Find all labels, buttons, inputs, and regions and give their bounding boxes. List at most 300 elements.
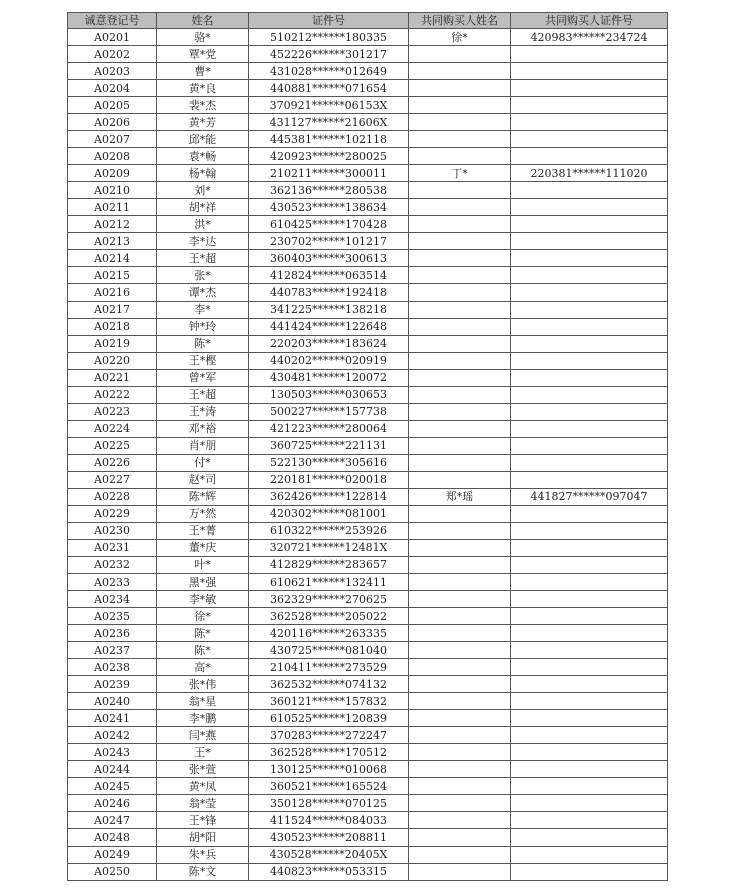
- co-buyer-id-cell: [511, 761, 668, 778]
- co-buyer-id-cell: [511, 693, 668, 710]
- name-cell: 谭*杰: [157, 284, 249, 301]
- co-buyer-id-cell: [511, 744, 668, 761]
- co-buyer-id-cell: [511, 318, 668, 335]
- registration-no-cell: A0201: [68, 29, 157, 46]
- table-row: [68, 710, 668, 727]
- table-row: [68, 114, 668, 131]
- co-buyer-name-cell: [409, 591, 511, 608]
- registration-no-cell: A0239: [68, 676, 157, 693]
- co-buyer-name-cell: [409, 744, 511, 761]
- header-name: 姓名: [157, 13, 249, 29]
- registration-no-cell: A0235: [68, 608, 157, 625]
- co-buyer-name-cell: [409, 250, 511, 267]
- id-number-cell: 440823******053315: [249, 863, 409, 880]
- id-number-cell: 350128******070125: [249, 795, 409, 812]
- co-buyer-name-cell: [409, 812, 511, 829]
- co-buyer-name-cell: [409, 574, 511, 591]
- table-row: [68, 80, 668, 97]
- id-number-cell: 210411******273529: [249, 659, 409, 676]
- co-buyer-id-cell: [511, 556, 668, 573]
- id-number-cell: 320721******12481X: [249, 539, 409, 556]
- registration-no-cell: A0226: [68, 454, 157, 471]
- co-buyer-name-cell: [409, 454, 511, 471]
- registration-no-cell: A0208: [68, 148, 157, 165]
- table-row: [68, 267, 668, 284]
- co-buyer-id-cell: [511, 454, 668, 471]
- id-number-cell: 362528******205022: [249, 608, 409, 625]
- registration-no-cell: A0213: [68, 233, 157, 250]
- registration-no-cell: A0209: [68, 165, 157, 182]
- name-cell: 李*达: [157, 233, 249, 250]
- co-buyer-id-cell: [511, 812, 668, 829]
- name-cell: 黄*芳: [157, 114, 249, 131]
- table-row: [68, 812, 668, 829]
- name-cell: 钟*玲: [157, 318, 249, 335]
- table-row: [68, 131, 668, 148]
- table-row: [68, 522, 668, 539]
- table-header-row: [68, 13, 668, 29]
- table-row: [68, 437, 668, 454]
- co-buyer-id-cell: [511, 63, 668, 80]
- registration-no-cell: A0244: [68, 761, 157, 778]
- registration-no-cell: A0219: [68, 335, 157, 352]
- table-row: [68, 829, 668, 846]
- co-buyer-id-cell: 220381******111020: [511, 165, 668, 182]
- name-cell: 陈*文: [157, 863, 249, 880]
- id-number-cell: 430523******208811: [249, 829, 409, 846]
- registration-no-cell: A0218: [68, 318, 157, 335]
- registration-no-cell: A0240: [68, 693, 157, 710]
- registration-no-cell: A0238: [68, 659, 157, 676]
- name-cell: 王*樫: [157, 352, 249, 369]
- id-number-cell: 420116******263335: [249, 625, 409, 642]
- co-buyer-id-cell: [511, 846, 668, 863]
- co-buyer-id-cell: [511, 403, 668, 420]
- name-cell: 黄*凤: [157, 778, 249, 795]
- co-buyer-name-cell: 徐*: [409, 29, 511, 46]
- name-cell: 高*: [157, 659, 249, 676]
- co-buyer-id-cell: [511, 97, 668, 114]
- registration-no-cell: A0250: [68, 863, 157, 880]
- registration-no-cell: A0204: [68, 80, 157, 97]
- co-buyer-id-cell: [511, 301, 668, 318]
- co-buyer-name-cell: [409, 233, 511, 250]
- registration-no-cell: A0214: [68, 250, 157, 267]
- header-co-buyer-name: 共同购买人姓名: [409, 13, 511, 29]
- name-cell: 王*涛: [157, 403, 249, 420]
- co-buyer-id-cell: 420983******234724: [511, 29, 668, 46]
- table-row: [68, 659, 668, 676]
- table-row: [68, 863, 668, 880]
- id-number-cell: 420302******081001: [249, 505, 409, 522]
- co-buyer-id-cell: [511, 505, 668, 522]
- name-cell: 陈*: [157, 625, 249, 642]
- name-cell: 张*萱: [157, 761, 249, 778]
- table-row: [68, 182, 668, 199]
- registration-no-cell: A0211: [68, 199, 157, 216]
- registration-no-cell: A0225: [68, 437, 157, 454]
- table-row: [68, 471, 668, 488]
- name-cell: 袁*畅: [157, 148, 249, 165]
- name-cell: 覃*党: [157, 46, 249, 63]
- id-number-cell: 610525******120839: [249, 710, 409, 727]
- id-number-cell: 370283******272247: [249, 727, 409, 744]
- table-row: [68, 403, 668, 420]
- id-number-cell: 412829******283657: [249, 556, 409, 573]
- table-row: [68, 574, 668, 591]
- id-number-cell: 431127******21606X: [249, 114, 409, 131]
- co-buyer-id-cell: [511, 676, 668, 693]
- name-cell: 叶*: [157, 556, 249, 573]
- name-cell: 王*: [157, 744, 249, 761]
- co-buyer-id-cell: [511, 148, 668, 165]
- name-cell: 黄*良: [157, 80, 249, 97]
- id-number-cell: 421223******280064: [249, 420, 409, 437]
- name-cell: 翁*星: [157, 693, 249, 710]
- table-row: [68, 591, 668, 608]
- name-cell: 黑*强: [157, 574, 249, 591]
- co-buyer-name-cell: [409, 522, 511, 539]
- registration-no-cell: A0220: [68, 352, 157, 369]
- id-number-cell: 370921******06153X: [249, 97, 409, 114]
- registration-no-cell: A0202: [68, 46, 157, 63]
- registration-no-cell: A0233: [68, 574, 157, 591]
- id-number-cell: 362532******074132: [249, 676, 409, 693]
- id-number-cell: 362136******280538: [249, 182, 409, 199]
- id-number-cell: 445381******102118: [249, 131, 409, 148]
- table-row: [68, 778, 668, 795]
- id-number-cell: 360521******165524: [249, 778, 409, 795]
- co-buyer-name-cell: [409, 284, 511, 301]
- table-row: [68, 676, 668, 693]
- co-buyer-name-cell: [409, 471, 511, 488]
- id-number-cell: 510212******180335: [249, 29, 409, 46]
- co-buyer-name-cell: [409, 131, 511, 148]
- co-buyer-id-cell: [511, 386, 668, 403]
- id-number-cell: 452226******301217: [249, 46, 409, 63]
- name-cell: 曹*: [157, 63, 249, 80]
- id-number-cell: 360725******221131: [249, 437, 409, 454]
- registration-no-cell: A0230: [68, 522, 157, 539]
- id-number-cell: 362528******170512: [249, 744, 409, 761]
- co-buyer-name-cell: [409, 659, 511, 676]
- co-buyer-id-cell: [511, 608, 668, 625]
- co-buyer-name-cell: [409, 625, 511, 642]
- registration-no-cell: A0210: [68, 182, 157, 199]
- co-buyer-id-cell: [511, 80, 668, 97]
- table-row: [68, 642, 668, 659]
- name-cell: 万*然: [157, 505, 249, 522]
- co-buyer-id-cell: [511, 659, 668, 676]
- name-cell: 徐*: [157, 608, 249, 625]
- co-buyer-id-cell: [511, 352, 668, 369]
- co-buyer-id-cell: [511, 522, 668, 539]
- co-buyer-id-cell: [511, 778, 668, 795]
- id-number-cell: 360403******300613: [249, 250, 409, 267]
- name-cell: 骆*: [157, 29, 249, 46]
- registration-no-cell: A0228: [68, 488, 157, 505]
- table-row: [68, 199, 668, 216]
- id-number-cell: 220203******183624: [249, 335, 409, 352]
- co-buyer-id-cell: [511, 233, 668, 250]
- co-buyer-id-cell: [511, 574, 668, 591]
- id-number-cell: 500227******157738: [249, 403, 409, 420]
- name-cell: 王*超: [157, 250, 249, 267]
- registration-no-cell: A0234: [68, 591, 157, 608]
- name-cell: 陈*: [157, 335, 249, 352]
- id-number-cell: 430481******120072: [249, 369, 409, 386]
- co-buyer-name-cell: [409, 199, 511, 216]
- table-row: [68, 539, 668, 556]
- id-number-cell: 430528******20405X: [249, 846, 409, 863]
- registration-no-cell: A0243: [68, 744, 157, 761]
- co-buyer-name-cell: [409, 608, 511, 625]
- registration-no-cell: A0216: [68, 284, 157, 301]
- id-number-cell: 362426******122814: [249, 488, 409, 505]
- table-row: [68, 420, 668, 437]
- id-number-cell: 522130******305616: [249, 454, 409, 471]
- name-cell: 陈*辉: [157, 488, 249, 505]
- id-number-cell: 440881******071654: [249, 80, 409, 97]
- co-buyer-id-cell: [511, 335, 668, 352]
- registration-no-cell: A0231: [68, 539, 157, 556]
- name-cell: 董*庆: [157, 539, 249, 556]
- table-row: [68, 233, 668, 250]
- co-buyer-name-cell: [409, 437, 511, 454]
- table-row: [68, 846, 668, 863]
- name-cell: 王*超: [157, 386, 249, 403]
- co-buyer-id-cell: [511, 795, 668, 812]
- registration-no-cell: A0249: [68, 846, 157, 863]
- co-buyer-name-cell: [409, 80, 511, 97]
- registration-no-cell: A0245: [68, 778, 157, 795]
- registration-no-cell: A0223: [68, 403, 157, 420]
- co-buyer-id-cell: 441827******097047: [511, 488, 668, 505]
- co-buyer-id-cell: [511, 625, 668, 642]
- co-buyer-id-cell: [511, 471, 668, 488]
- co-buyer-id-cell: [511, 863, 668, 880]
- co-buyer-id-cell: [511, 437, 668, 454]
- co-buyer-name-cell: [409, 182, 511, 199]
- registration-no-cell: A0205: [68, 97, 157, 114]
- table-row: [68, 148, 668, 165]
- name-cell: 赵*司: [157, 471, 249, 488]
- registration-no-cell: A0232: [68, 556, 157, 573]
- table-row: [68, 761, 668, 778]
- table-row: [68, 488, 668, 505]
- name-cell: 王*锋: [157, 812, 249, 829]
- table-row: [68, 693, 668, 710]
- co-buyer-id-cell: [511, 216, 668, 233]
- co-buyer-id-cell: [511, 267, 668, 284]
- co-buyer-id-cell: [511, 46, 668, 63]
- table-row: [68, 165, 668, 182]
- id-number-cell: 440783******192418: [249, 284, 409, 301]
- co-buyer-id-cell: [511, 199, 668, 216]
- co-buyer-id-cell: [511, 420, 668, 437]
- registration-no-cell: A0215: [68, 267, 157, 284]
- table-row: [68, 795, 668, 812]
- co-buyer-name-cell: [409, 846, 511, 863]
- name-cell: 洪*: [157, 216, 249, 233]
- registration-no-cell: A0221: [68, 369, 157, 386]
- id-number-cell: 440202******020919: [249, 352, 409, 369]
- registration-no-cell: A0237: [68, 642, 157, 659]
- co-buyer-name-cell: [409, 505, 511, 522]
- table-row: [68, 97, 668, 114]
- registration-no-cell: A0206: [68, 114, 157, 131]
- table-row: [68, 63, 668, 80]
- co-buyer-id-cell: [511, 539, 668, 556]
- table-row: [68, 727, 668, 744]
- id-number-cell: 341225******138218: [249, 301, 409, 318]
- co-buyer-name-cell: [409, 63, 511, 80]
- name-cell: 王*菁: [157, 522, 249, 539]
- registration-no-cell: A0207: [68, 131, 157, 148]
- name-cell: 李*鹏: [157, 710, 249, 727]
- id-number-cell: 130503******030653: [249, 386, 409, 403]
- id-number-cell: 430725******081040: [249, 642, 409, 659]
- registration-no-cell: A0203: [68, 63, 157, 80]
- header-registration-no: 诚意登记号: [68, 13, 157, 29]
- co-buyer-name-cell: [409, 778, 511, 795]
- name-cell: 张*伟: [157, 676, 249, 693]
- table-row: [68, 744, 668, 761]
- id-number-cell: 220181******020018: [249, 471, 409, 488]
- co-buyer-id-cell: [511, 182, 668, 199]
- co-buyer-name-cell: [409, 318, 511, 335]
- co-buyer-name-cell: [409, 556, 511, 573]
- id-number-cell: 430523******138634: [249, 199, 409, 216]
- co-buyer-name-cell: [409, 420, 511, 437]
- id-number-cell: 362329******270625: [249, 591, 409, 608]
- registration-no-cell: A0212: [68, 216, 157, 233]
- co-buyer-name-cell: 丁*: [409, 165, 511, 182]
- co-buyer-id-cell: [511, 829, 668, 846]
- name-cell: 杨*翰: [157, 165, 249, 182]
- co-buyer-name-cell: [409, 642, 511, 659]
- id-number-cell: 431028******012649: [249, 63, 409, 80]
- co-buyer-name-cell: [409, 403, 511, 420]
- name-cell: 邱*能: [157, 131, 249, 148]
- registration-no-cell: A0222: [68, 386, 157, 403]
- registration-no-cell: A0236: [68, 625, 157, 642]
- id-number-cell: 360121******157832: [249, 693, 409, 710]
- co-buyer-id-cell: [511, 114, 668, 131]
- header-co-buyer-id: 共同购买人证件号: [511, 13, 668, 29]
- name-cell: 朱*兵: [157, 846, 249, 863]
- id-number-cell: 610621******132411: [249, 574, 409, 591]
- co-buyer-name-cell: [409, 148, 511, 165]
- id-number-cell: 610425******170428: [249, 216, 409, 233]
- table-row: [68, 301, 668, 318]
- co-buyer-name-cell: [409, 710, 511, 727]
- co-buyer-id-cell: [511, 710, 668, 727]
- co-buyer-name-cell: [409, 301, 511, 318]
- name-cell: 胡*阳: [157, 829, 249, 846]
- name-cell: 肖*朋: [157, 437, 249, 454]
- table-row: [68, 369, 668, 386]
- co-buyer-name-cell: [409, 369, 511, 386]
- table-row: [68, 454, 668, 471]
- co-buyer-name-cell: [409, 46, 511, 63]
- table-row: [68, 216, 668, 233]
- table-row: [68, 556, 668, 573]
- co-buyer-id-cell: [511, 642, 668, 659]
- id-number-cell: 441424******122648: [249, 318, 409, 335]
- registration-no-cell: A0229: [68, 505, 157, 522]
- name-cell: 裴*杰: [157, 97, 249, 114]
- registration-no-cell: A0248: [68, 829, 157, 846]
- co-buyer-name-cell: [409, 386, 511, 403]
- name-cell: 闫*燕: [157, 727, 249, 744]
- co-buyer-id-cell: [511, 369, 668, 386]
- table-row: [68, 352, 668, 369]
- table-body: [68, 29, 668, 881]
- id-number-cell: 412824******063514: [249, 267, 409, 284]
- co-buyer-name-cell: [409, 352, 511, 369]
- registration-no-cell: A0242: [68, 727, 157, 744]
- table-row: [68, 386, 668, 403]
- co-buyer-name-cell: [409, 693, 511, 710]
- registration-table: [67, 12, 668, 881]
- table-row: [68, 29, 668, 46]
- name-cell: 李*: [157, 301, 249, 318]
- co-buyer-name-cell: [409, 267, 511, 284]
- co-buyer-name-cell: [409, 863, 511, 880]
- name-cell: 陈*: [157, 642, 249, 659]
- id-number-cell: 610322******253926: [249, 522, 409, 539]
- co-buyer-name-cell: [409, 114, 511, 131]
- co-buyer-name-cell: [409, 676, 511, 693]
- table-row: [68, 625, 668, 642]
- co-buyer-name-cell: [409, 727, 511, 744]
- co-buyer-id-cell: [511, 250, 668, 267]
- registration-no-cell: A0217: [68, 301, 157, 318]
- table-row: [68, 505, 668, 522]
- registration-no-cell: A0246: [68, 795, 157, 812]
- name-cell: 刘*: [157, 182, 249, 199]
- co-buyer-name-cell: [409, 216, 511, 233]
- id-number-cell: 210211******300011: [249, 165, 409, 182]
- id-number-cell: 411524******084033: [249, 812, 409, 829]
- co-buyer-id-cell: [511, 727, 668, 744]
- id-number-cell: 230702******101217: [249, 233, 409, 250]
- registration-no-cell: A0247: [68, 812, 157, 829]
- co-buyer-name-cell: [409, 829, 511, 846]
- table-row: [68, 250, 668, 267]
- co-buyer-id-cell: [511, 284, 668, 301]
- name-cell: 胡*祥: [157, 199, 249, 216]
- co-buyer-name-cell: 郑*瑶: [409, 488, 511, 505]
- header-id-number: 证件号: [249, 13, 409, 29]
- name-cell: 曾*军: [157, 369, 249, 386]
- table-row: [68, 335, 668, 352]
- co-buyer-name-cell: [409, 761, 511, 778]
- name-cell: 邓*裕: [157, 420, 249, 437]
- co-buyer-id-cell: [511, 591, 668, 608]
- name-cell: 李*敏: [157, 591, 249, 608]
- registration-no-cell: A0224: [68, 420, 157, 437]
- name-cell: 张*: [157, 267, 249, 284]
- table-row: [68, 318, 668, 335]
- name-cell: 翁*莹: [157, 795, 249, 812]
- co-buyer-name-cell: [409, 97, 511, 114]
- table-row: [68, 284, 668, 301]
- registration-no-cell: A0241: [68, 710, 157, 727]
- co-buyer-id-cell: [511, 131, 668, 148]
- co-buyer-name-cell: [409, 539, 511, 556]
